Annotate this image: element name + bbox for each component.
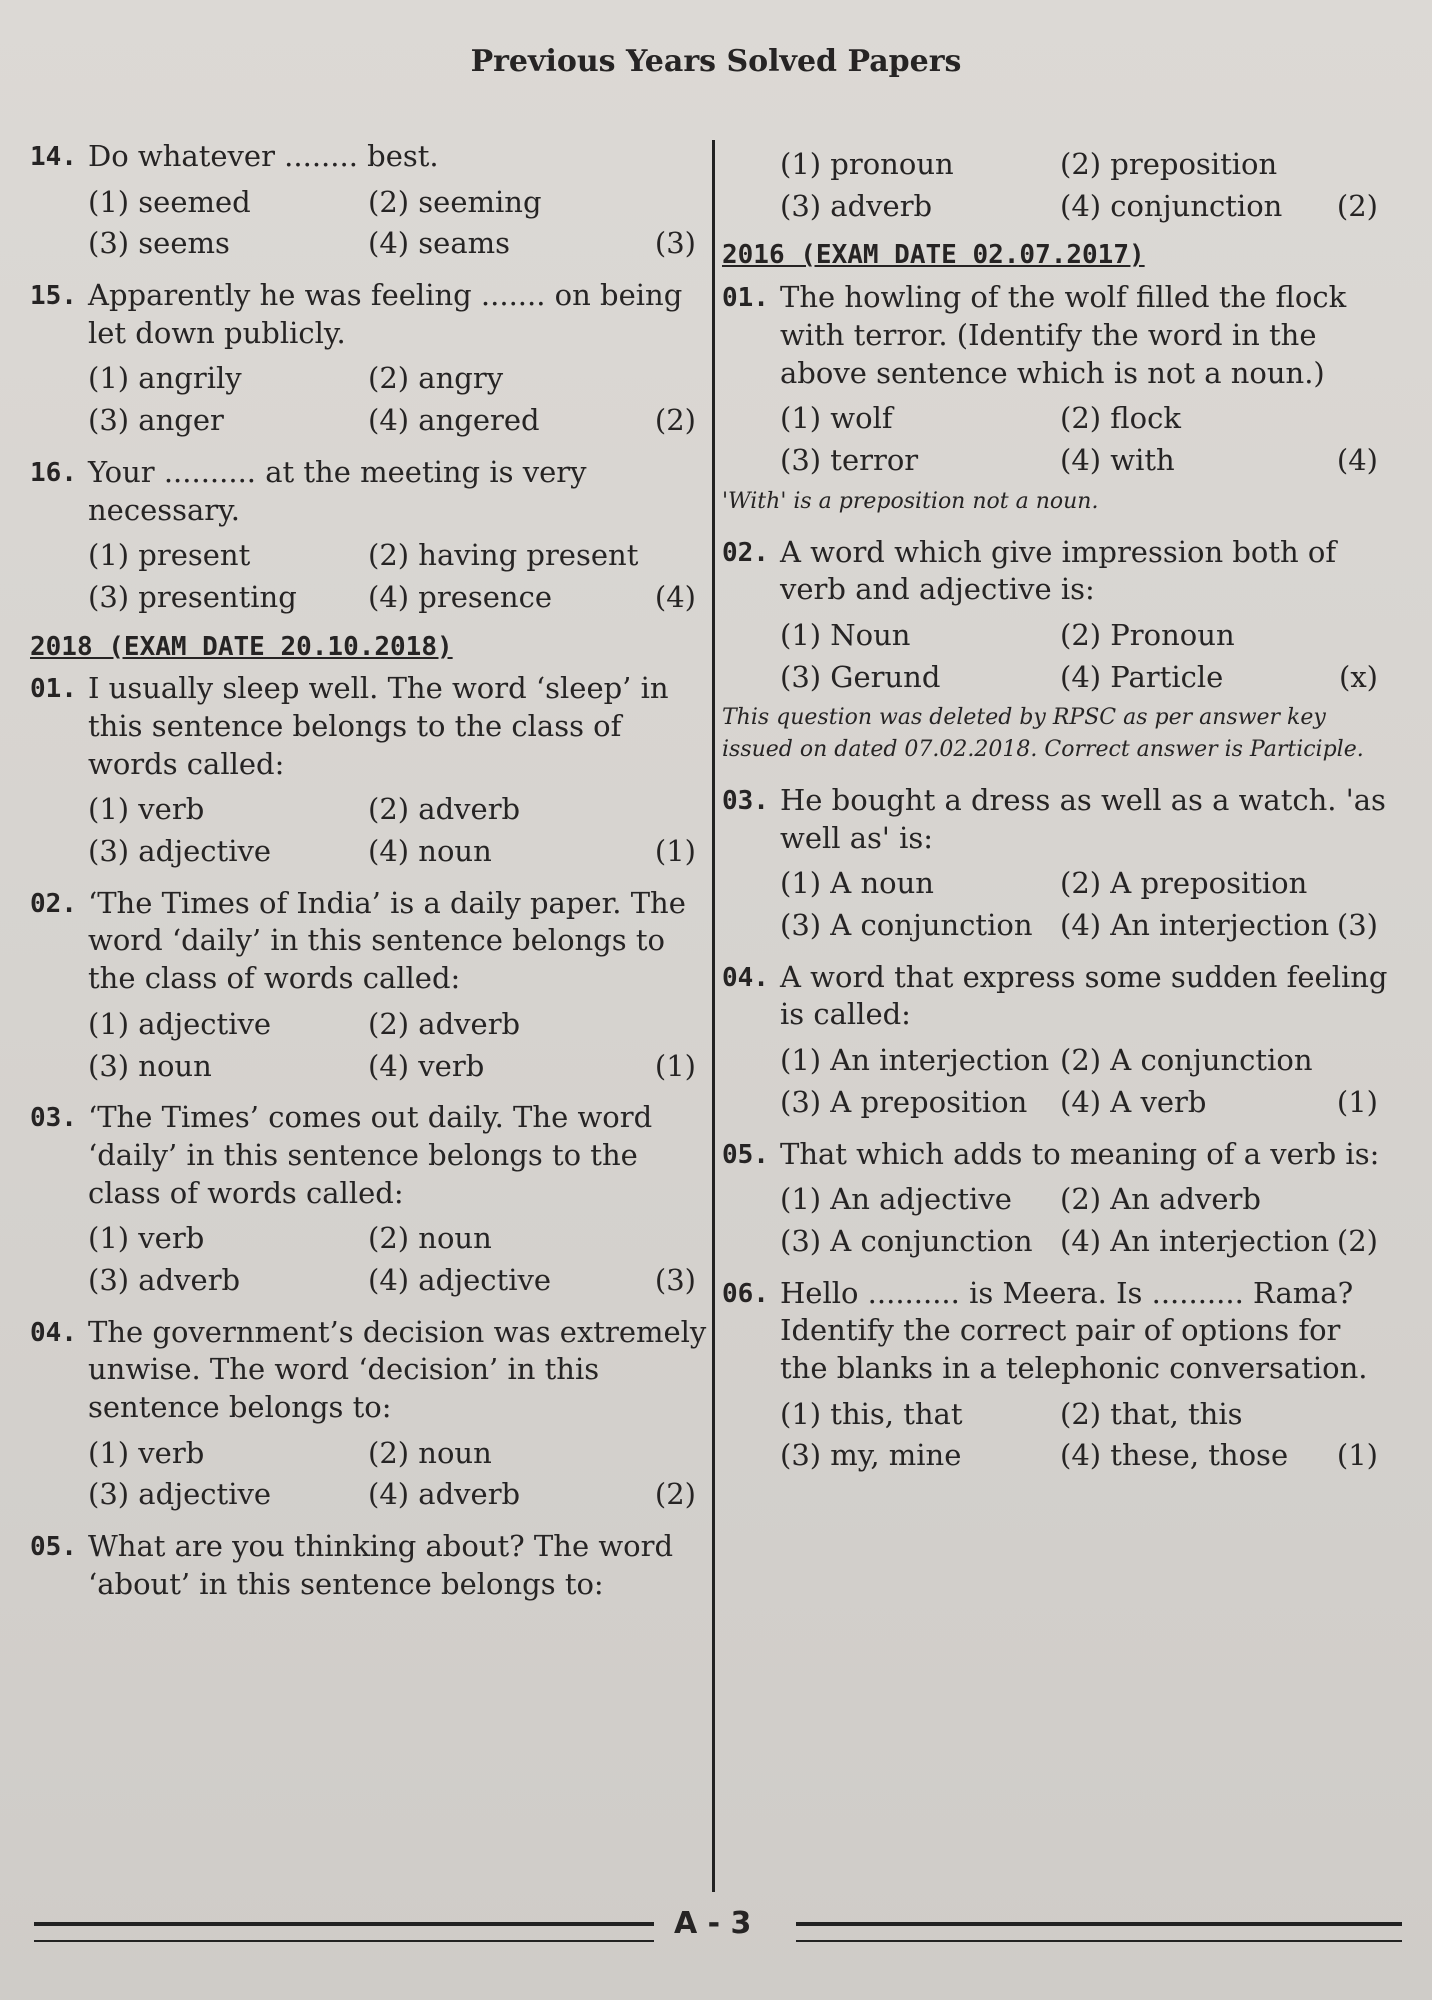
- section-heading-2018: 2018 (EXAM DATE 20.10.2018): [30, 631, 453, 662]
- question-text: He bought a dress as well as a watch. 'as well as' is:: [780, 783, 1386, 855]
- option: (2) flock: [1060, 401, 1181, 436]
- answer-key: (3): [1336, 908, 1378, 943]
- question-item: [30, 454, 710, 617]
- option: (1) An interjection: [780, 1043, 1050, 1078]
- question-item: [722, 959, 1392, 1122]
- option: (4) conjunction: [1060, 188, 1283, 223]
- option: (4) angered: [368, 403, 540, 438]
- options-grid: [722, 400, 1392, 479]
- option: (4) noun: [368, 834, 492, 869]
- question-text: Hello .......... is Meera. Is .......... Rama? Identify the correct pair of options for the blanks in a telephonic conversation.: [780, 1275, 1368, 1385]
- spacer: [628, 1220, 710, 1258]
- question-item: [30, 277, 710, 440]
- spacer: [1320, 146, 1392, 184]
- question-head: [30, 454, 710, 529]
- options-grid: [30, 537, 710, 616]
- option: (3) adjective: [88, 834, 272, 869]
- answer-key: (1): [1336, 1438, 1378, 1473]
- question-head: [30, 1314, 710, 1427]
- option: (3) A conjunction: [780, 1223, 1033, 1258]
- question-number: 06.: [722, 1278, 769, 1309]
- option: (3) adverb: [780, 188, 933, 223]
- question-item: [722, 1275, 1392, 1475]
- question-head: [722, 959, 1392, 1034]
- option: (3) seems: [88, 226, 230, 261]
- question-head: [30, 277, 710, 352]
- option: (1) this, that: [780, 1396, 963, 1431]
- option: (1) Noun: [780, 617, 911, 652]
- question-text: A word that express some sudden feeling is called:: [780, 959, 1388, 1032]
- options-grid: [30, 184, 710, 263]
- option: (3) Gerund: [780, 659, 941, 694]
- option: (1) verb: [88, 792, 205, 827]
- carry-over-options: [722, 146, 1392, 225]
- option: (4) seams: [368, 226, 511, 261]
- answer-key: (x): [1339, 659, 1378, 694]
- option: (1) seemed: [88, 184, 251, 219]
- question-number: 03.: [30, 1103, 77, 1134]
- question-head: [722, 1136, 1392, 1174]
- options-grid: [722, 865, 1392, 944]
- option: (1) present: [88, 538, 251, 573]
- question-text: ‘The Times’ comes out daily. The word ‘daily’ in this sentence belongs to the class of words called:: [88, 1100, 653, 1210]
- question-number: 03.: [722, 786, 769, 817]
- option: (4) with: [1060, 442, 1175, 477]
- option: (2) An adverb: [1060, 1182, 1261, 1217]
- question-head: [30, 1528, 710, 1603]
- question-item: [30, 670, 710, 870]
- options-grid: [30, 360, 710, 439]
- option: (2) noun: [368, 1435, 492, 1470]
- option: (2) A preposition: [1060, 866, 1308, 901]
- question-item: [722, 782, 1392, 945]
- answer-key: (1): [1336, 1084, 1378, 1119]
- spacer: [628, 1435, 710, 1473]
- page-number: A - 3: [674, 1906, 752, 1941]
- option: (2) angry: [368, 361, 504, 396]
- question-item: [30, 1528, 710, 1603]
- options-grid: [30, 1006, 710, 1085]
- footer-rule-right: [796, 1922, 1402, 1942]
- question-item: [722, 279, 1392, 517]
- question-item: [30, 138, 710, 263]
- question-number: 01.: [722, 283, 769, 314]
- option: (1) verb: [88, 1221, 205, 1256]
- question-head: [722, 1275, 1392, 1388]
- question-number: 05.: [30, 1532, 77, 1563]
- spacer: [628, 184, 710, 222]
- option: (2) preposition: [1060, 147, 1278, 181]
- option: (3) adjective: [88, 1477, 272, 1512]
- option: (2) noun: [368, 1221, 492, 1256]
- question-text: Apparently he was feeling ....... on being let down publicly.: [88, 278, 683, 350]
- right-column: [722, 138, 1392, 1489]
- option: (1) wolf: [780, 401, 893, 436]
- footer-rule-left: [34, 1922, 654, 1942]
- option: (4) adverb: [368, 1477, 521, 1512]
- option: (3) my, mine: [780, 1438, 962, 1473]
- spacer: [1320, 617, 1392, 655]
- option: (3) noun: [88, 1048, 212, 1083]
- options-grid: [722, 1396, 1392, 1475]
- options-grid: [722, 1042, 1392, 1121]
- question-head: [30, 670, 710, 783]
- option: (1) angrily: [88, 361, 242, 396]
- spacer: [628, 1006, 710, 1044]
- option: (3) A conjunction: [780, 908, 1033, 943]
- answer-key: (2): [1336, 188, 1378, 223]
- spacer: [1320, 400, 1392, 438]
- question-item: [30, 885, 710, 1085]
- question-head: [722, 279, 1392, 392]
- answer-key: (4): [654, 579, 696, 614]
- option: (4) these, those: [1060, 1438, 1289, 1473]
- option: (1) adjective: [88, 1006, 272, 1041]
- answer-key: (4): [1336, 442, 1378, 477]
- options-grid: [722, 1181, 1392, 1260]
- column-divider: [712, 140, 715, 1892]
- section-heading-2016: 2016 (EXAM DATE 02.07.2017): [722, 240, 1145, 271]
- option: (4) adjective: [368, 1262, 552, 1297]
- option: (4) An interjection: [1060, 1223, 1330, 1258]
- option: (2) adverb: [368, 792, 521, 827]
- question-number: 04.: [722, 962, 769, 993]
- question-text: Your .......... at the meeting is very necessary.: [88, 454, 587, 527]
- option: (2) Pronoun: [1060, 617, 1235, 652]
- spacer: [1320, 1181, 1392, 1219]
- option: (4) An interjection: [1060, 908, 1330, 943]
- question-head: [30, 885, 710, 998]
- question-text: That which adds to meaning of a verb is:: [780, 1136, 1380, 1171]
- options-grid: [30, 791, 710, 870]
- answer-key: (1): [654, 834, 696, 869]
- question-head: [722, 782, 1392, 857]
- option: (2) seeming: [368, 184, 542, 219]
- option: (2) that, this: [1060, 1396, 1243, 1431]
- question-text: Do whatever ........ best.: [88, 139, 439, 173]
- answer-key: (3): [654, 226, 696, 261]
- option: (2) adverb: [368, 1006, 521, 1041]
- question-text: ‘The Times of India’ is a daily paper. The word ‘daily’ in this sentence belongs to the class of words called:: [88, 885, 686, 996]
- answer-key: (2): [1336, 1223, 1378, 1258]
- option: (1) pronoun: [780, 147, 954, 181]
- question-item: [30, 1314, 710, 1514]
- question-text: I usually sleep well. The word ‘sleep’ in this sentence belongs to the class of words called:: [88, 671, 669, 781]
- question-number: 04.: [30, 1317, 77, 1348]
- option: (3) anger: [88, 403, 224, 438]
- question-number: 15.: [30, 281, 77, 312]
- options-grid: [30, 1220, 710, 1299]
- option: (1) verb: [88, 1435, 205, 1470]
- question-text: What are you thinking about? The word ‘about’ in this sentence belongs to:: [88, 1529, 674, 1601]
- spacer: [1320, 1396, 1392, 1434]
- question-item: [722, 1136, 1392, 1261]
- option: (3) A preposition: [780, 1084, 1028, 1119]
- option: (1) An adjective: [780, 1182, 1012, 1217]
- answer-key: (2): [654, 403, 696, 438]
- question-text: The howling of the wolf filled the flock with terror. (Identify the word in the above sentence which is not a noun.): [780, 280, 1347, 390]
- question-number: 05.: [722, 1139, 769, 1170]
- options-grid: [30, 1435, 710, 1514]
- question-number: 02.: [722, 537, 769, 568]
- option: (4) Particle: [1060, 659, 1224, 694]
- spacer: [1320, 1042, 1392, 1080]
- spacer: [628, 537, 710, 575]
- question-head: [30, 1099, 710, 1212]
- answer-key: (3): [654, 1262, 696, 1297]
- spacer: [628, 360, 710, 398]
- option: (4) A verb: [1060, 1084, 1207, 1119]
- answer-note: 'With' is a preposition not a noun.: [722, 488, 1099, 514]
- question-number: 01.: [30, 674, 77, 705]
- option: (4) verb: [368, 1048, 485, 1083]
- question-number: 02.: [30, 888, 77, 919]
- spacer: [1320, 865, 1392, 903]
- question-head: [30, 138, 710, 176]
- question-text: The government’s decision was extremely unwise. The word ‘decision’ in this sentence belongs to:: [88, 1314, 707, 1425]
- spacer: [628, 791, 710, 829]
- option: (4) presence: [368, 579, 553, 614]
- answer-note: This question was deleted by RPSC as per answer key issued on dated 07.02.2018. Correct answer is Participle.: [722, 705, 1364, 763]
- option: (2) A conjunction: [1060, 1043, 1313, 1078]
- page-title: Previous Years Solved Papers: [470, 44, 962, 79]
- option: (2) having present: [368, 538, 639, 573]
- option: (3) presenting: [88, 579, 297, 614]
- options-grid: [722, 617, 1392, 696]
- question-number: 14.: [30, 142, 77, 172]
- question-number: 16.: [30, 457, 77, 488]
- question-item: [722, 534, 1392, 767]
- option: (3) terror: [780, 442, 919, 477]
- question-head: [722, 534, 1392, 609]
- answer-key: (2): [654, 1477, 696, 1512]
- question-text: A word which give impression both of verb and adjective is:: [780, 534, 1337, 607]
- left-column: [30, 138, 710, 1617]
- option: (1) A noun: [780, 866, 934, 901]
- answer-key: (1): [654, 1048, 696, 1083]
- question-item: [30, 1099, 710, 1299]
- option: (3) adverb: [88, 1262, 241, 1297]
